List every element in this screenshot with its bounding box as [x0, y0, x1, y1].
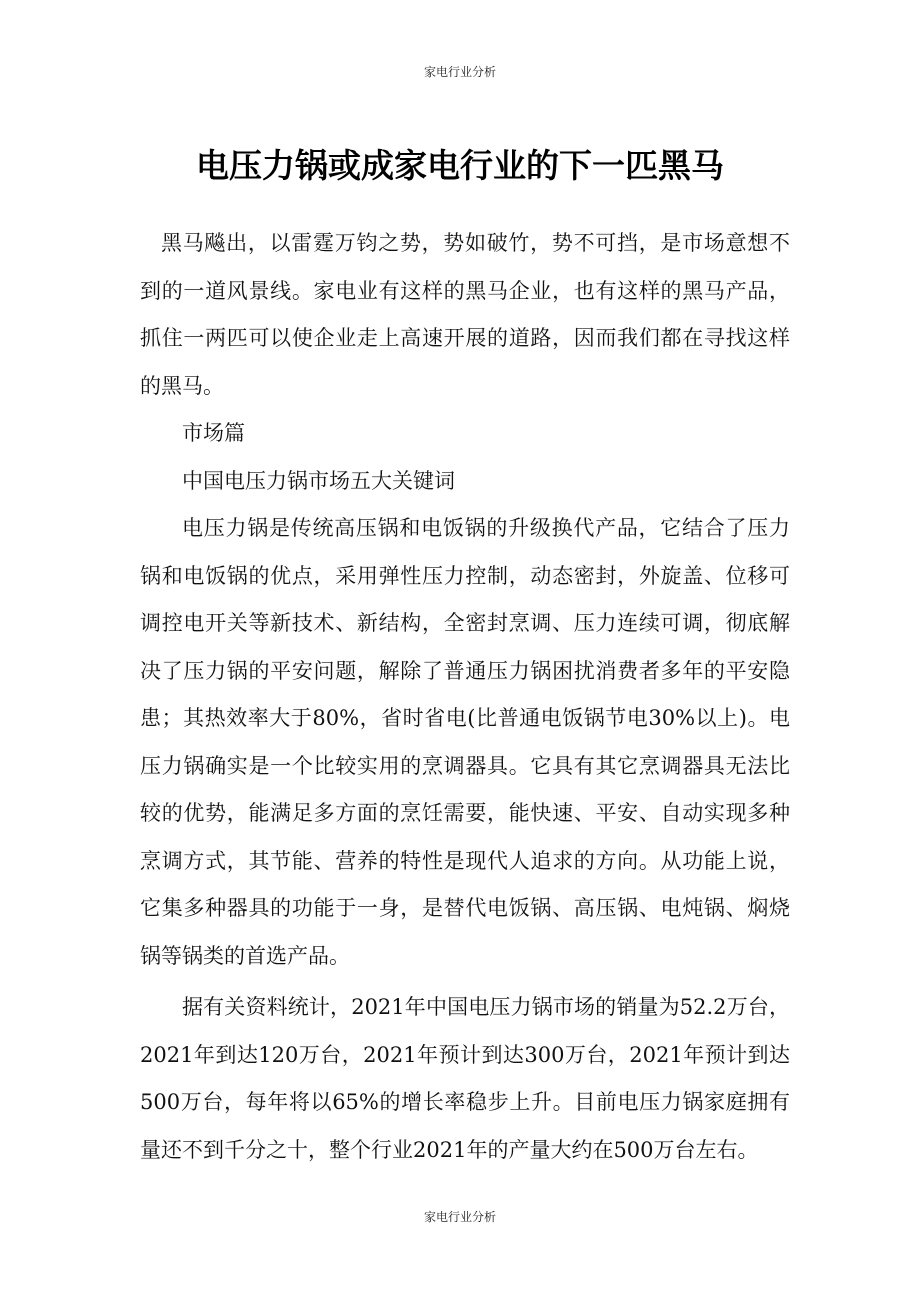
paragraph-intro: 黑马飚出，以雷霆万钧之势，势如破竹，势不可挡，是市场意想不到的一道风景线。家电业有这样的黑马企业，也有这样的黑马产品，抓住一两匹可以使企业走上高速开展的道路，因而我们都在寻找这样的黑马。	[140, 231, 790, 398]
running-footer: 家电行业分析	[423, 1210, 496, 1224]
subheading-keywords: 中国电压力锅市场五大关键词	[182, 468, 455, 493]
paragraph-market-statistics: 据有关资料统计，2021年中国电压力锅市场的销量为52.2万台，2021年到达120万台，2021年预计到达300万台，2021年预计到达500万台，每年将以65%的增长率稳步上升。目前电压力锅家庭拥有量还不到千分之十，整个行业2021年的产量大约在500万台左右。	[140, 995, 790, 1162]
document-body	[140, 220, 790, 1174]
paragraph-product-description: 电压力锅是传统高压锅和电饭锅的升级换代产品，它结合了压力锅和电饭锅的优点，采用弹性压力控制，动态密封，外旋盖、位移可调控电开关等新技术、新结构，全密封烹调、压力连续可调，彻底解决了压力锅的平安问题，解除了普通压力锅困扰消费者多年的平安隐患；其热效率大于80%，省时省电(比普通电饭锅节电30%以上)。电压力锅确实是一个比较实用的烹调器具。它具有其它烹调器具无法比较的优势，能满足多方面的烹饪需要，能快速、平安、自动实现多种烹调方式，其节能、营养的特性是现代人追求的方向。从功能上说，它集多种器具的功能于一身，是替代电饭锅、高压锅、电炖锅、焖烧锅等锅类的首选产品。	[140, 516, 790, 968]
running-header: 家电行业分析	[423, 65, 496, 79]
section-heading-market: 市场篇	[182, 421, 245, 445]
document-title: 电压力锅或成家电行业的下一匹黑马	[196, 146, 724, 185]
